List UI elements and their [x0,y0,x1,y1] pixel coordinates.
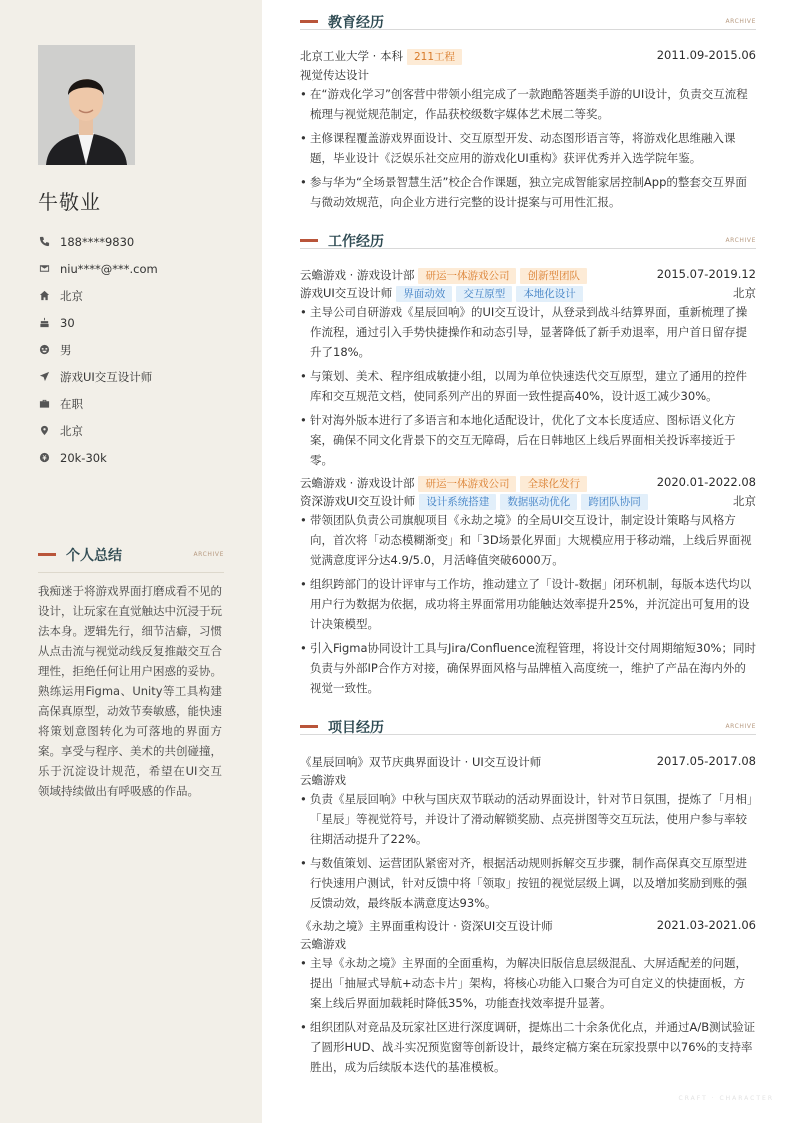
contact-text: 游戏UI交互设计师 [60,369,153,384]
role-tag: 本地化设计 [516,286,583,302]
work-heading [300,219,756,249]
section-title: 项目经历 [328,720,384,736]
project-org-row [300,936,756,954]
job-bullet: • 针对海外版本进行了多语言和本地化适配设计，优化了文本长度适应、图标语义化方案，确保不同文化背景下的交互无障碍，后在日韩地区上线后界面相关投诉率接近于零。 [300,410,756,470]
contact-text: niu****@***.com [60,261,158,276]
job-role-row [300,493,756,511]
job-period: 2020.01-2022.08 [656,475,756,489]
face-icon [38,344,50,356]
contact-text: 北京 [60,288,83,303]
role-tag: 界面动效 [396,286,452,302]
education-bullet: • 主修课程覆盖游戏界面设计、交互原型开发、动态图形语言等，将游戏化思维融入课题，毕业设计《泛娱乐社交应用的游戏化UI重构》获评优秀并入选学院年鉴。 [300,128,756,168]
footer-watermark: CRAFT · CHARACTER [678,1095,774,1102]
project-org-row [300,772,756,790]
job-period: 2015.07-2019.12 [656,267,756,281]
project-period: 2021.03-2021.06 [656,918,756,932]
education-heading [300,0,756,30]
job-header-row [300,475,756,493]
contact-salary [38,444,238,471]
job-bullet: • 主导公司自研游戏《星辰回响》的UI交互设计，从登录到战斗结算界面，重新梳理了操作流程，通过引入手势快捷操作和动态引导，显著降低了新手劝退率，用户首日留存提升了18%。 [300,302,756,362]
education-bullet: • 在“游戏化学习”创客营中带领小组完成了一款跑酷答题类手游的UI设计，负责交互流程梳理与视觉规范制定，作品获校级数字媒体艺术展二等奖。 [300,84,756,124]
contact-text: 188****9830 [60,234,135,249]
profile-name: 牛敬业 [38,190,101,214]
mail-icon [38,263,50,275]
job-city: 北京 [733,286,756,300]
contact-status [38,390,238,417]
project-header-row [300,918,756,936]
archive-label: ARCHIVE [725,723,756,730]
company-tag: 研运一体游戏公司 [418,268,516,284]
education-header-row [300,48,756,66]
section-title: 教育经历 [328,15,384,31]
job-role: 资深游戏UI交互设计师 [300,494,416,508]
contact-email [38,255,238,282]
project-name: 《永劫之境》主界面重构设计 · 资深UI交互设计师 [300,919,553,933]
job-bullet: • 带领团队负责公司旗舰项目《永劫之境》的全局UI交互设计，制定设计策略与风格方向，首次将「动态模糊渐变」和「3D场景化界面」大规模应用于移动端，上线后界面视觉满意度评分达4.9/5.0，月活峰值突破6000万。 [300,510,756,570]
contact-gender [38,336,238,363]
salary-icon [38,452,50,464]
send-icon [38,371,50,383]
project-period: 2017.05-2017.08 [656,754,756,768]
contact-text: 男 [60,342,72,357]
projects-heading [300,705,756,735]
job-bullet: • 与策划、美术、程序组成敏捷小组，以周为单位快速迭代交互原型，建立了通用的控件库和交互规范文档，使同系列产出的界面一致性提高40%，设计返工减少30%。 [300,366,756,406]
company-name: 云蟾游戏 · 游戏设计部 [300,476,415,490]
role-tag: 数据驱动优化 [500,494,577,510]
education-bullet: • 参与华为“全场景智慧生活”校企合作课题，独立完成智能家居控制App的整套交互界面与微动效规范，向企业方进行完整的设计提案与可用性汇报。 [300,172,756,212]
company-tag: 研运一体游戏公司 [418,476,516,492]
project-name: 《星辰回响》双节庆典界面设计 · UI交互设计师 [300,755,542,769]
company-tag: 创新型团队 [520,268,587,284]
contact-text: 30 [60,315,75,330]
contact-phone [38,228,238,255]
education-major-row [300,67,756,85]
contact-list [38,228,238,471]
briefcase-icon [38,398,50,410]
job-role: 游戏UI交互设计师 [300,286,393,300]
contact-location [38,417,238,444]
company-name: 云蟾游戏 · 游戏设计部 [300,268,415,282]
job-bullet: • 组织跨部门的设计评审与工作坊，推动建立了「设计-数据」闭环机制，每版本迭代均以用户行为数据为依据，成功将主界面常用功能触达效率提升25%，并沉淀出可复用的设计决策模型。 [300,574,756,634]
major: 视觉传达设计 [300,68,369,82]
job-city: 北京 [733,494,756,508]
summary-text: 我痴迷于将游戏界面打磨成看不见的设计，让玩家在直觉触达中沉浸于玩法本身。逻辑先行，细节洁癖，习惯从点击流与视觉动线反复推敲交互合理性，拒绝任何让用户困惑的妥协。熟练运用Figma、Unity等工具构建高保真原型，动效节奏敏感，能快速将策划意图转化为可落地的界面方案。享受与程序、美术的共创碰撞，乐于沉淀设计规范，希望在UI交互领域持续做出有呼吸感的作品。 [38,584,222,798]
project-bullet: • 与数值策划、运营团队紧密对齐，根据活动规则拆解交互步骤，制作高保真交互原型进行快速用户测试，针对反馈中将「领取」按钮的视觉层级上调，以及增加奖励到账的强反馈动效，最终版本满意度达93%。 [300,853,756,913]
project-org: 云蟾游戏 [300,773,346,787]
heading-accent-bar [38,553,56,556]
archive-label: ARCHIVE [725,237,756,244]
education-period: 2011.09-2015.06 [656,48,756,62]
archive-label: ARCHIVE [725,18,756,25]
job-bullet: • 引入Figma协同设计工具与Jira/Confluence流程管理，将设计交付周期缩短30%；同时负责与外部IP合作方对接，确保界面风格与品牌植入高度统一，维护了产品在海内外的视觉一致性。 [300,638,756,698]
contact-text: 北京 [60,423,83,438]
project-bullet: • 组织团队对竞品及玩家社区进行深度调研，提炼出二十余条优化点，并通过A/B测试验证了圆形HUD、战斗实况预览窗等创新设计，最终定稿方案在玩家投票中以76%的支持率胜出，成为后续版本迭代的基准模板。 [300,1017,756,1077]
contact-text: 在职 [60,396,83,411]
summary-heading [38,545,224,573]
phone-icon [38,236,50,248]
project-bullet: • 主导《永劫之境》主界面的全面重构，为解决旧版信息层级混乱、大屏适配差的问题，提出「抽屉式导航+动态卡片」架构，将核心功能入口聚合为可自定义的快捷面板，方案上线后界面加载耗时降低35%，功能查找效率提升显著。 [300,953,756,1013]
job-role-row [300,285,756,303]
location-pin-icon [38,425,50,437]
section-title: 个人总结 [66,548,122,564]
heading-accent-bar [300,239,318,242]
school-tag: 211工程 [407,49,462,65]
project-org: 云蟾游戏 [300,937,346,951]
role-tag: 设计系统搭建 [419,494,496,510]
sidebar [0,0,262,1123]
job-header-row [300,267,756,285]
heading-accent-bar [300,20,318,23]
cake-icon [38,317,50,329]
heading-accent-bar [300,725,318,728]
avatar [38,45,135,165]
project-bullet: • 负责《星辰回响》中秋与国庆双节联动的活动界面设计，针对节日氛围，提炼了「月相」「星辰」等视觉符号，并设计了滑动解锁奖励、点亮拼图等交互玩法，使用户参与率较往期活动提升了22%。 [300,789,756,849]
school-name: 北京工业大学 · 本科 [300,49,403,63]
contact-city [38,282,238,309]
home-icon [38,290,50,302]
archive-label: ARCHIVE [193,551,224,558]
project-header-row [300,754,756,772]
contact-title [38,363,238,390]
contact-age [38,309,238,336]
contact-text: 20k-30k [60,450,107,465]
role-tag: 跨团队协同 [581,494,648,510]
company-tag: 全球化发行 [520,476,587,492]
role-tag: 交互原型 [456,286,512,302]
section-title: 工作经历 [328,234,384,250]
